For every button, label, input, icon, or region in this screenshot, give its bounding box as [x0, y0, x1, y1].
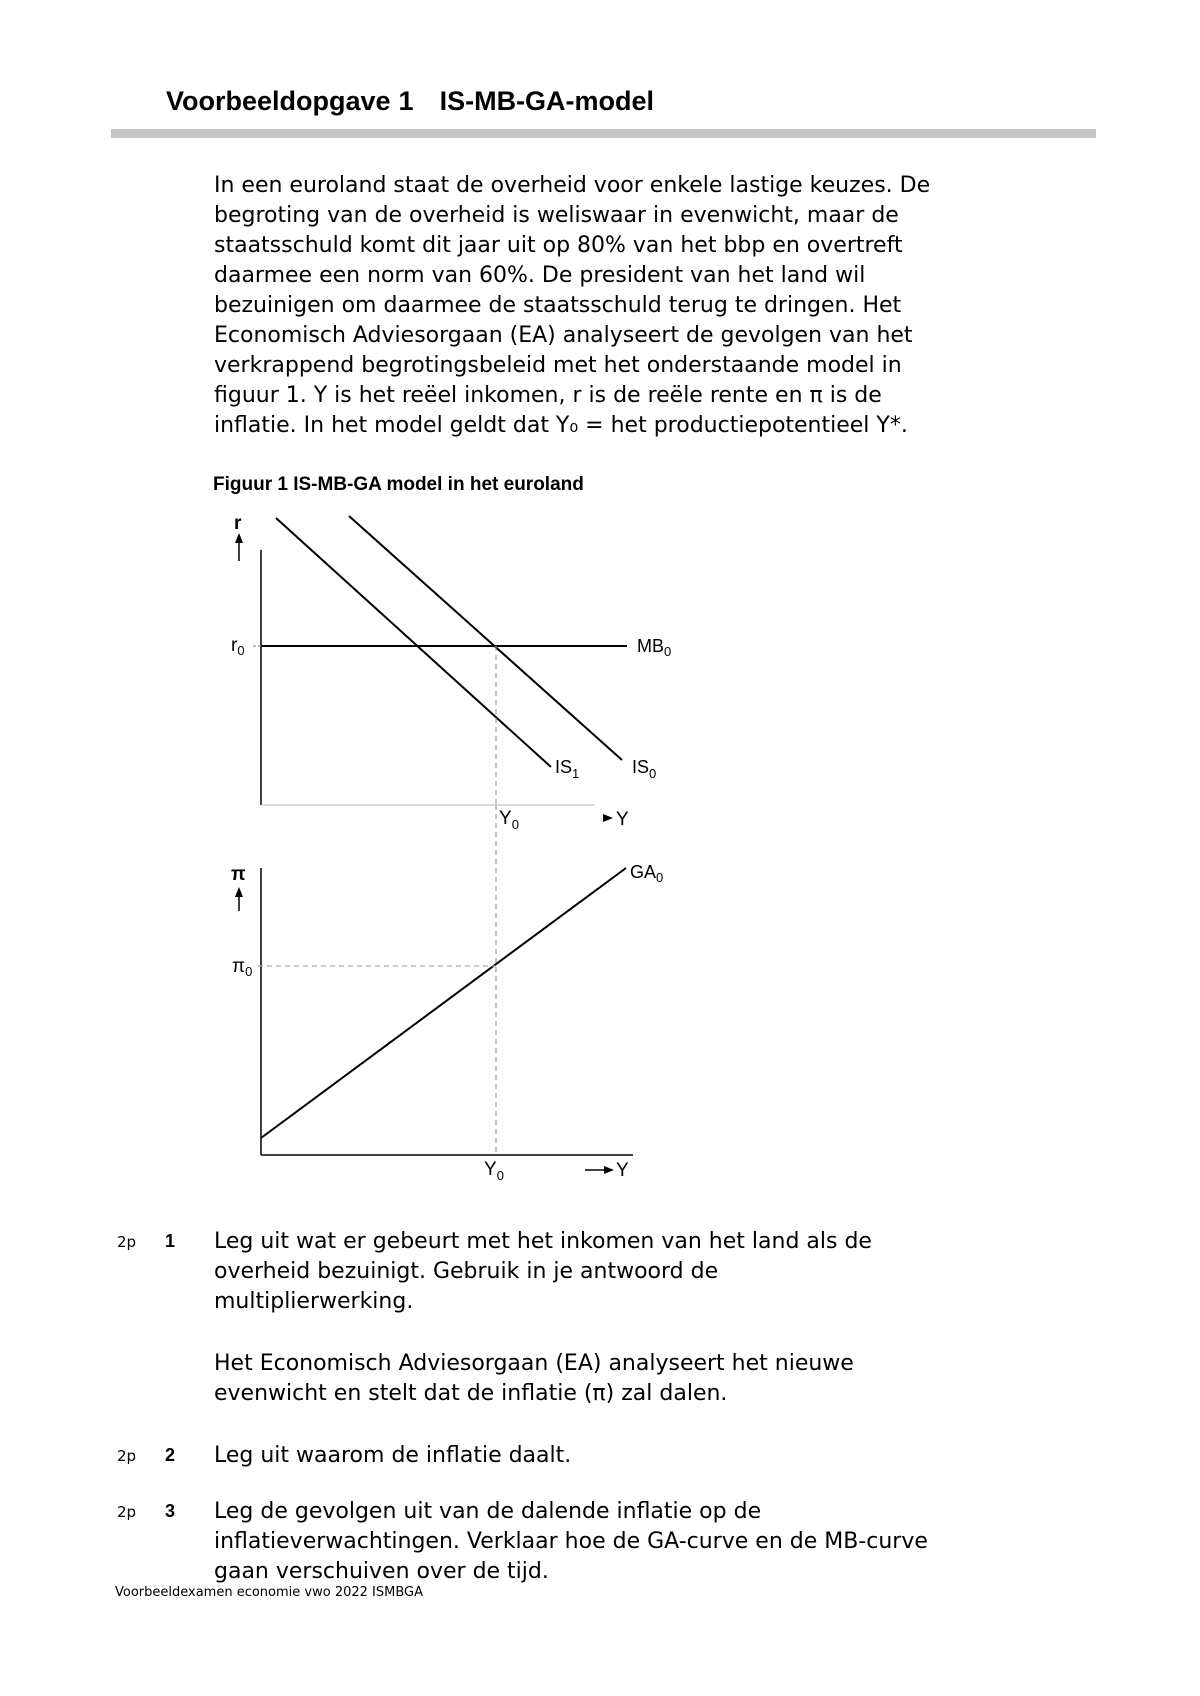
- question-text: [214, 1227, 1094, 1317]
- pi0-label: $\pi_0$: [232, 956, 253, 979]
- question-text: [214, 1497, 1094, 1587]
- intro-line: In een euroland staat de overheid voor enkele lastige keuzes. De: [214, 173, 931, 198]
- r0-label: $r_0$: [231, 635, 245, 658]
- question-line: gaan verschuiven over de tijd.: [214, 1559, 549, 1584]
- top-y0-label: $Y_0$: [499, 808, 519, 832]
- figure-title: Figuur 1 IS-MB-GA model in het euroland: [213, 474, 584, 495]
- question-line: multiplierwerking.: [214, 1289, 414, 1314]
- question-line: Leg uit wat er gebeurt met het inkomen van het land als de: [214, 1229, 872, 1254]
- top-y-arrowhead: [235, 533, 243, 543]
- intro-line: verkrappend begrotingsbeleid met het onderstaande model in: [214, 353, 902, 378]
- question-line: inflatieverwachtingen. Verklaar hoe de GA-curve en de MB-curve: [214, 1529, 928, 1554]
- question-line: Leg uit waarom de inflatie daalt.: [214, 1443, 572, 1468]
- is0-curve: [349, 516, 622, 760]
- intro-line: begroting van de overheid is weliswaar in evenwicht, maar de: [214, 203, 899, 228]
- top-panel: [231, 513, 671, 1155]
- question-points: 2p: [117, 1447, 137, 1465]
- question-number: 3: [165, 1501, 176, 1521]
- between-line: Het Economisch Adviesorgaan (EA) analyseert het nieuwe: [214, 1351, 854, 1376]
- top-y-axis-label: r: [234, 513, 242, 534]
- page-footer: Voorbeeldexamen economie vwo 2022 ISMBGA: [115, 1585, 423, 1600]
- question-number: 2: [165, 1445, 176, 1465]
- bottom-y-axis-label: π: [231, 864, 246, 885]
- title-number: 1: [398, 86, 414, 116]
- bottom-x-arrowhead: [604, 1166, 614, 1174]
- is1-curve: [276, 518, 551, 767]
- bottom-panel: [231, 862, 663, 1183]
- intro-line: bezuinigen om daarmee de staatsschuld terug te dringen. Het: [214, 293, 902, 318]
- question-points: 2p: [117, 1233, 137, 1251]
- between-line: evenwicht en stelt dat de inflatie (π) zal dalen.: [214, 1381, 728, 1406]
- between-text: [214, 1349, 854, 1409]
- mb0-label: $MB_0$: [637, 636, 672, 659]
- title-topic: IS-MB-GA-model: [439, 86, 655, 116]
- intro-line: staatsschuld komt dit jaar uit op 80% van het bbp en overtreft: [214, 233, 903, 258]
- bottom-y-arrowhead: [235, 887, 243, 897]
- title-prefix: Voorbeeldopgave: [166, 86, 391, 116]
- top-x-axis-label: Y: [616, 809, 629, 830]
- ga0-curve: [261, 868, 626, 1138]
- intro-line: figuur 1. Y is het reëel inkomen, r is de reële rente en π is de: [214, 383, 882, 408]
- is0-label: $IS_0$: [632, 757, 657, 781]
- question-points: 2p: [117, 1503, 137, 1521]
- question-line: overheid bezuinigt. Gebruik in je antwoord de: [214, 1259, 719, 1284]
- question-text: [214, 1441, 1094, 1471]
- ga0-label: $GA_0$: [630, 862, 664, 885]
- intro-line: Economisch Adviesorgaan (EA) analyseert de gevolgen van het: [214, 323, 913, 348]
- bottom-y0-label: $Y_0$: [484, 1159, 504, 1183]
- is1-label: $IS_1$: [555, 757, 580, 781]
- intro-line: inflatie. In het model geldt dat Y₀ = het productiepotentieel Y*.: [214, 413, 908, 438]
- question-number: 1: [165, 1231, 176, 1251]
- top-x-arrowhead: [603, 814, 613, 822]
- question-line: Leg de gevolgen uit van de dalende inflatie op de: [214, 1499, 762, 1524]
- intro-line: daarmee een norm van 60%. De president van het land wil: [214, 263, 866, 288]
- bottom-x-axis-label: Y: [616, 1160, 629, 1181]
